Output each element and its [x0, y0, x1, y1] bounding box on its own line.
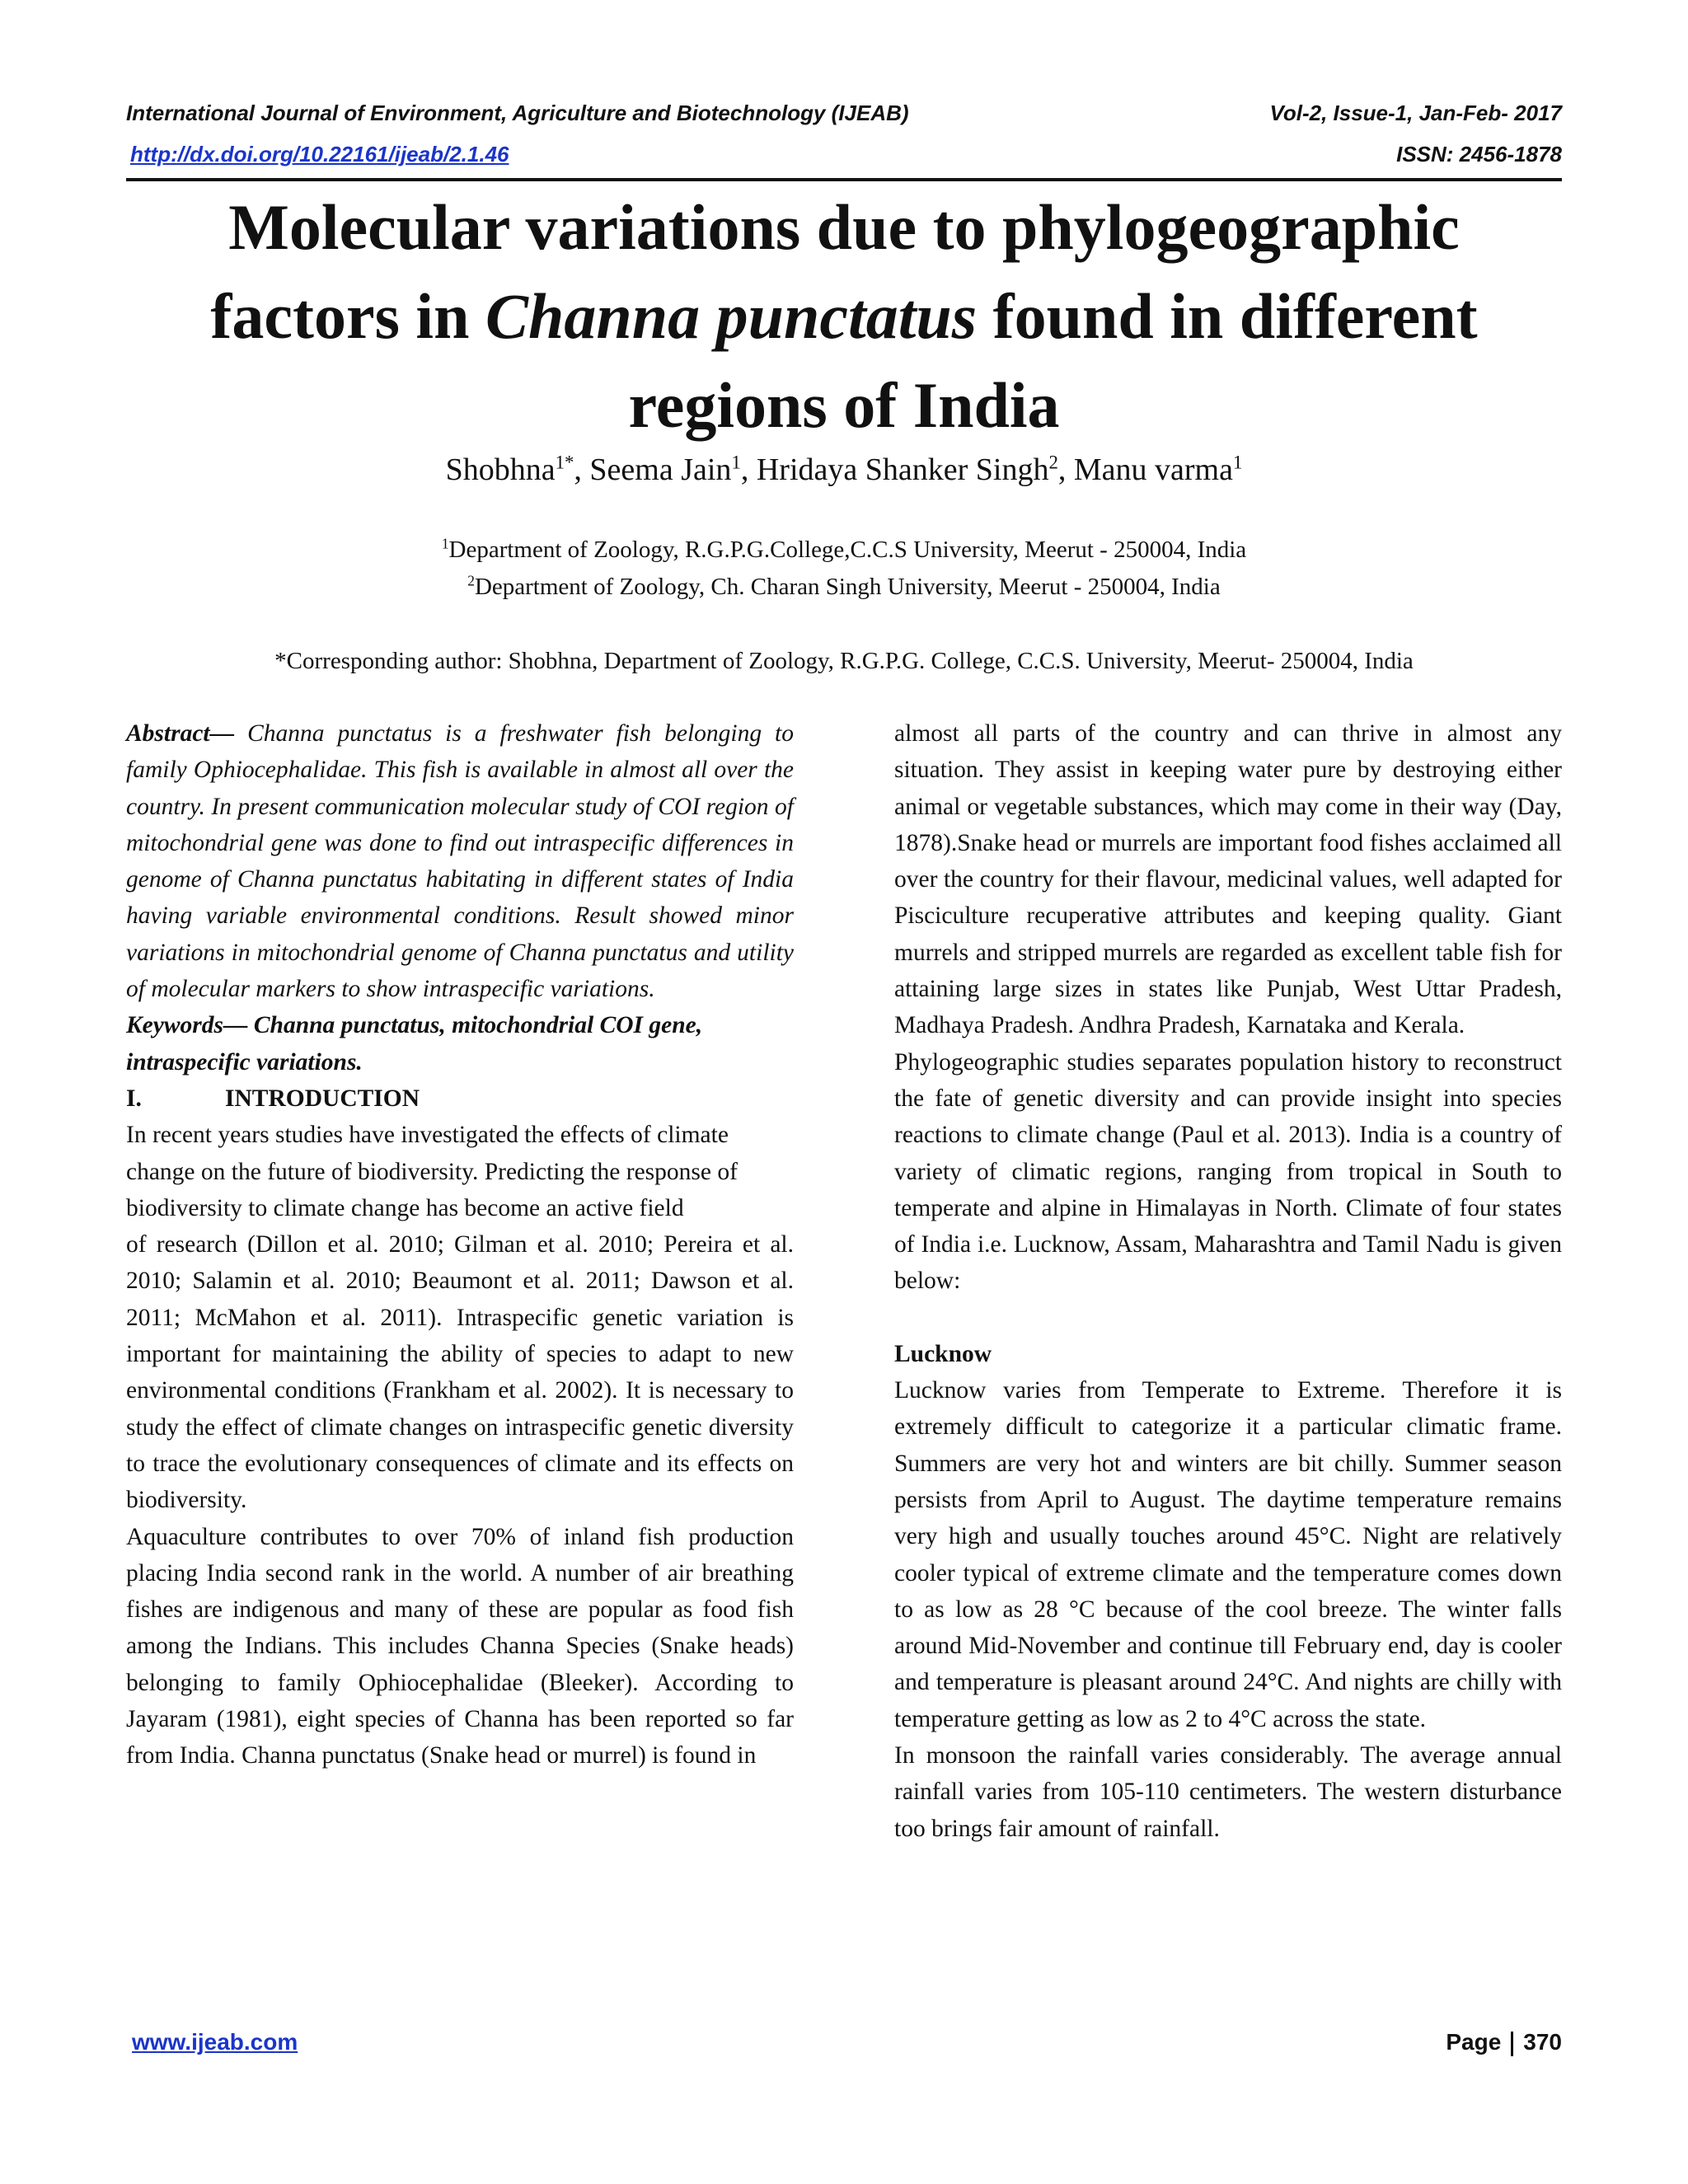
page-number: Page 370: [1446, 2029, 1562, 2055]
intro-paragraph-1b: of research (Dillon et al. 2010; Gilman et al. 2010; Pereira et al. 2010; Salamin et al. 2010; Beaumont et al. 2011; Dawson et al. 2011; McMahon et al. 2011). Intraspecific genetic variation is important for maintaining the ability of species to adapt to new environmental conditions (Frankham et al. 2002). It is necessary to study the effect of climate changes on intraspecific genetic diversity to trace the evolutionary consequences of climate and its effects on biodiversity.: [126, 1231, 794, 1514]
abstract-label: Abstract—: [126, 720, 235, 747]
affiliation-1: $^1$Department of Zoology, R.G.P.G.College,C.C.S University, Meerut - 250004, India: [441, 535, 1247, 563]
issn: ISSN: 2456-1878: [1396, 142, 1562, 166]
author-list: Shobhna$^{1*}$, Seema Jain$^1$, Hridaya Shanker Singh$^2$, Manu varma$^1$: [445, 452, 1243, 487]
lucknow-paragraph: Lucknow varies from Temperate to Extreme. Therefore it is extremely difficult to categorize it a particular climatic frame. Summers are very hot and winters are bit chilly. Summer season persists from April to August. The daytime temperature remains very high and usually touches around 45°C. Night are relatively cooler typical of extreme climate and the temperature comes down to as low as 28 °C because of the cool breeze. The winter falls around Mid-November and continue till February end, day is cooler and temperature is pleasant around 24°C. And nights are chilly with temperature getting as low as 2 to 4°C across the state.: [894, 1377, 1562, 1732]
website-link[interactable]: www.ijeab.com: [132, 2029, 298, 2055]
right-column: [894, 715, 1562, 1847]
title-line-2: factors in Channa punctatus found in different: [210, 280, 1478, 352]
species-name: Channa punctatus: [485, 280, 978, 352]
keywords-label: Keywords—: [126, 1012, 248, 1039]
paper-title: [126, 183, 1562, 450]
corresponding-author: *Corresponding author: Shobhna, Department of Zoology, R.G.P.G. College, C.C.S. University, Meerut- 250004, India: [274, 648, 1414, 674]
affiliation-2: $^2$Department of Zoology, Ch. Charan Singh University, Meerut - 250004, India: [467, 572, 1221, 600]
abstract: [126, 715, 794, 1007]
author: Hridaya Shanker Singh: [756, 452, 1049, 487]
volume-info: Vol-2, Issue-1, Jan-Feb- 2017: [1269, 101, 1562, 125]
abstract-text: Channa punctatus is a freshwater fish belonging to family Ophiocephalidae. This fish is available in almost all over the country. In present communication molecular study of COI region of mitochondrial gene was done to find out intraspecific differences in genome of Channa punctatus habitating in different states of India having variable environmental conditions. Result showed minor variations in mitochondrial genome of Channa punctatus and utility of molecular markers to show intraspecific variations.: [126, 720, 794, 1003]
header-rule: [126, 178, 1562, 181]
intro-paragraph-2: Aquaculture contributes to over 70% of inland fish production placing India second rank in the world. A number of air breathing fishes are indigenous and many of these are popular as food fish among the Indians. This includes Channa Species (Snake heads) belonging to family Ophiocephalidae (Bleeker). According to Jayaram (1981), eight species of Channa has been reported so far from India. Channa punctatus (Snake head or murrel) is found in: [126, 1523, 794, 1769]
monsoon-paragraph: In monsoon the rainfall varies considerably. The average annual rainfall varies from 105-110 centimeters. The western disturbance too brings fair amount of rainfall.: [894, 1742, 1562, 1842]
author: Manu varma: [1073, 452, 1233, 487]
page-divider: [1511, 2032, 1513, 2056]
right-paragraph-1: almost all parts of the country and can thrive in almost any situation. They assist in keeping water pure by destroying either animal or vegetable substances, which may come in their way (Day, 1878).Snake head or murrels are important food fishes acclaimed all over the country for their flavour, medicinal values, well adapted for Pisciculture recuperative attributes and keeping quality. Giant murrels and stripped murrels are regarded as excellent table fish for attaining large sizes in states like Punjab, West Uttar Pradesh, Madhaya Pradesh. Andhra Pradesh, Karnataka and Kerala.: [894, 720, 1562, 1039]
title-line-3: regions of India: [628, 369, 1060, 441]
left-column: [126, 715, 794, 1774]
keywords-text: Channa punctatus, mitochondrial COI gene, intraspecific variations.: [126, 1012, 703, 1076]
right-paragraph-2: Phylogeographic studies separates population history to reconstruct the fate of genetic diversity and can provide insight into species reactions to climate change (Paul et al. 2013). India is a country of variety of climatic regions, ranging from tropical in South to temperate and alpine in Himalayas in North. Climate of four states of India i.e. Lucknow, Assam, Maharashtra and Tamil Nadu is given below:: [894, 1048, 1562, 1295]
intro-paragraph-1a: In recent years studies have investigated the effects of climate change on the future of biodiversity. Predicting the response of biodiversity to climate change has become an active field: [126, 1122, 738, 1221]
author: Shobhna: [445, 452, 556, 487]
doi-link[interactable]: http://dx.doi.org/10.22161/ijeab/2.1.46: [130, 142, 509, 166]
subheading-lucknow: Lucknow: [894, 1340, 992, 1367]
journal-name: International Journal of Environment, Agriculture and Biotechnology (IJEAB): [126, 101, 909, 125]
keywords: [126, 1007, 794, 1080]
section-heading-introduction: I. INTRODUCTION: [126, 1085, 420, 1112]
author: Seema Jain: [589, 452, 732, 487]
title-line-1: Molecular variations due to phylogeographic: [228, 191, 1460, 263]
